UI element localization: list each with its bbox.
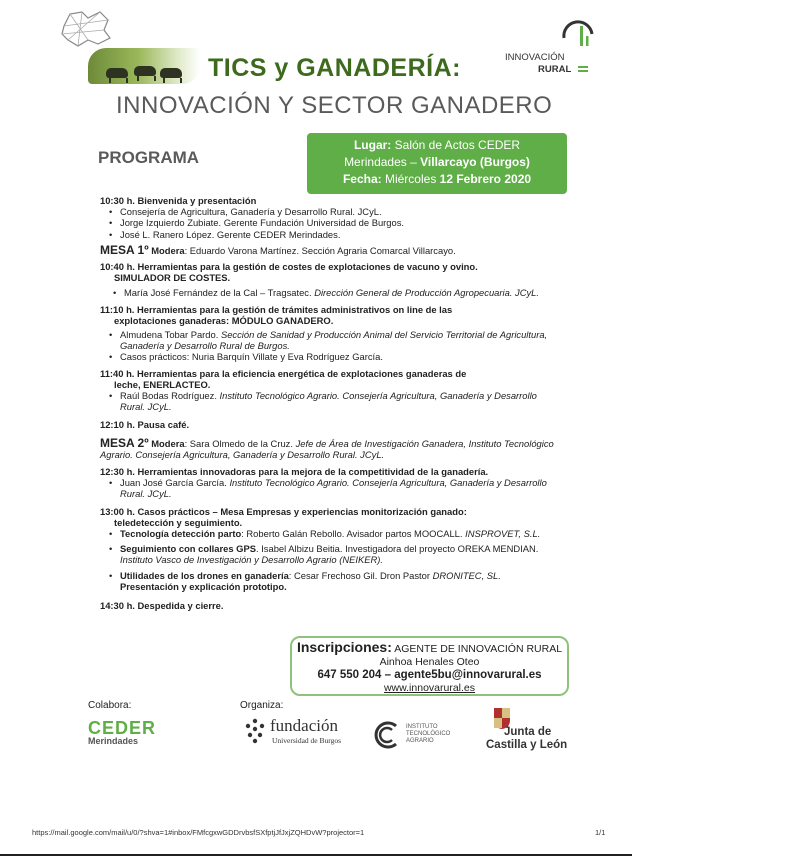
page-subtitle: INNOVACIÓN Y SECTOR GANADERO	[116, 92, 553, 119]
innovacion-rural-logo	[500, 8, 600, 80]
agenda-item-1040: 10:40 h. Herramientas para la gestión de costes de explotaciones de vacuno y ovino.	[100, 261, 478, 273]
page-title: TICS y GANADERÍA:	[208, 54, 461, 82]
list-item: • Tecnología detección parto: Roberto Galán Rebollo. Avisador partos MOOCALL. INSPROVET, S.L.	[100, 528, 558, 539]
agenda-item-1140: 11:40 h. Herramientas para la eficiencia energética de explotaciones ganaderas de	[100, 367, 467, 379]
event-location-box: Lugar: Salón de Actos CEDER Merindades – Villarcayo (Burgos) Fecha: Miércoles 12 Febrero 2020	[307, 133, 567, 194]
list-item: • Utilidades de los drones en ganadería: Cesar Frechoso Gil. Dron Pastor DRONITEC, SL. Presentación y explicación prototipo.	[100, 570, 558, 592]
agenda-item-1210: 12:10 h. Pausa café.	[100, 419, 190, 431]
agenda: 10:30 h. Bienvenida y presentación • Consejería de Agricultura, Ganadería y Desarrollo Rural. JCyL. • Jorge Izquierdo Zubiate. Gerente Fundación Universidad de Burgos. • José L. Ranero López. Gerente CEDER Merindades. MESA 1º Modera: Eduardo Varona Martínez. Sección Agraria Comarcal Villarcayo. 10:40 h. Herramientas para la gestión de costes de explotaciones de vacuno y ovino. SIMULADOR DE COSTES. • María José Fernández de la Cal – Tragsatec. Dirección General de Producción Agropecuaria. JCyL. 11:10 h. Herramientas para la gestión de trámites administrativos on line de las explotaciones ganaderas: MÓDULO GANADERO. • Almudena Tobar Pardo. Sección de Sanidad y Producción Animal del Servicio Territorial de Agricultura, Ganadería y Desarrollo Rural de Burgos. • Casos prácticos: Nuria Barquín Villate y Eva Rodríguez García. 11:40 h. Herramientas para la eficiencia energética de explotaciones ganaderas de leche, ENERLACTEO. • Raúl Bodas Rodríguez. Instituto Tecnológico Agrario. Consejería Agricultura, Ganadería y Desarrollo Rural. JCyL. 12:10 h. Pausa café. MESA 2º Modera: Sara Olmedo de la Cruz. Jefe de Área de Investigación Ganadera, Instituto Tecnológico Agrario. Consejería Agricultura, Ganadería y Desarrollo Rural. JCyL. 12:30 h. Herramientas innovadoras para la mejora de la competitividad de la ganadería. • Juan José García García. Instituto Tecnológico Agrario. Consejería Agricultura, Ganadería y Desarrollo Rural. JCyL. 13:00 h. Casos prácticos – Mesa Empresas y experiencias monitorización ganado: teledetección y seguimiento. • Tecnología detección parto: Roberto Galán Rebollo. Avisador partos MOOCALL. INSPROVET, S.L. • Seguimiento con collares GPS. Isabel Albizu Beitia. Investigadora del proyecto OREKA MENDIAN. Instituto Vasco de Investigación y Desarrollo Agrario (NEIKER). • Utilidades de los drones en ganadería: Cesar Frechoso Gil. Dron Pastor DRONITEC, SL. Presentación y explicación prototipo. 14:30 h. Despedida y cierre.	[100, 191, 558, 611]
mesa-1: MESA 1º Modera: Eduardo Varona Martínez. Sección Agraria Comarcal Villarcayo.	[100, 242, 456, 257]
ita-logo: INSTITUTO TECNOLÓGICO AGRARIO	[366, 720, 456, 750]
agenda-item-1030: 10:30 h. Bienvenida y presentación	[100, 195, 257, 206]
list-item: • José L. Ranero López. Gerente CEDER Merindades.	[100, 229, 558, 240]
list-item: • María José Fernández de la Cal – Tragsatec. Dirección General de Producción Agropecuaria. JCyL.	[100, 287, 558, 298]
print-url: https://mail.google.com/mail/u/0/?shva=1#inbox/FMfcgxwGDDrvbsfSXfptjJfJxjZQHDvW?projector=1	[32, 828, 365, 837]
contact-info: 647 550 204 – agente5bu@innovarural.es	[317, 669, 542, 681]
programa-heading: PROGRAMA	[98, 148, 200, 167]
logo-rural-text: RURAL	[538, 64, 572, 75]
ceder-logo: CEDER Merindades	[88, 718, 157, 746]
organiza-label: Organiza:	[240, 700, 284, 711]
agenda-item-1110: 11:10 h. Herramientas para la gestión de trámites administrativos on line de las	[100, 303, 453, 315]
map-outline-logo	[58, 6, 116, 48]
fundacion-ubu-logo: fundación Universidad de Burgos	[244, 716, 354, 750]
innovacion-arc-icon	[556, 8, 600, 48]
colabora-label: Colabora:	[88, 700, 132, 711]
ita-swirl-icon	[366, 720, 402, 750]
cattle-banner-image	[88, 48, 200, 84]
mesa-2: MESA 2º Modera: Sara Olmedo de la Cruz. Jefe de Área de Investigación Ganadera, Instituto Tecnológico Agrario. Consejería Agricultura, Ganadería y Desarrollo Rural. JCyL.	[100, 435, 554, 460]
list-item: • Seguimiento con collares GPS. Isabel Albizu Beitia. Investigadora del proyecto OREKA MENDIAN. Instituto Vasco de Investigación y Desarrollo Agrario (NEIKER).	[100, 543, 558, 565]
footer-divider	[0, 854, 632, 856]
web-link[interactable]: www.innovarural.es	[383, 682, 476, 694]
list-item: • Casos prácticos: Nuria Barquín Villate y Eva Rodríguez García.	[100, 351, 558, 362]
agenda-item-1230: 12:30 h. Herramientas innovadoras para la mejora de la competitividad de la ganadería.	[100, 466, 489, 478]
fundacion-dots-icon	[244, 718, 266, 744]
list-item: • Consejería de Agricultura, Ganadería y Desarrollo Rural. JCyL.	[100, 206, 558, 217]
junta-cyl-logo: Junta de Castilla y León	[484, 706, 574, 752]
list-item: • Jorge Izquierdo Zubiate. Gerente Fundación Universidad de Burgos.	[100, 217, 558, 228]
list-item: • Raúl Bodas Rodríguez. Instituto Tecnológico Agrario. Consejería Agricultura, Ganadería y Desarrollo Rural. JCyL.	[100, 390, 558, 412]
inscripciones-box: Inscripciones: AGENTE DE INNOVACIÓN RURAL Ainhoa Henales Oteo 647 550 204 – agente5bu@innovarural.es www.innovarural.es	[290, 636, 569, 696]
agenda-item-1300: 13:00 h. Casos prácticos – Mesa Empresas y experiencias monitorización ganado:	[100, 505, 467, 517]
list-item: • Almudena Tobar Pardo. Sección de Sanidad y Producción Animal del Servicio Territorial de Agricultura, Ganadería y Desarrollo Rural de Burgos.	[100, 329, 558, 351]
agenda-item-1430: 14:30 h. Despedida y cierre.	[100, 600, 224, 612]
logo-innovacion-text: INNOVACIÓN	[505, 52, 565, 63]
list-item: • Juan José García García. Instituto Tecnológico Agrario. Consejería Agricultura, Ganadería y Desarrollo Rural. JCyL.	[100, 477, 558, 499]
page-number: 1/1	[595, 828, 606, 837]
